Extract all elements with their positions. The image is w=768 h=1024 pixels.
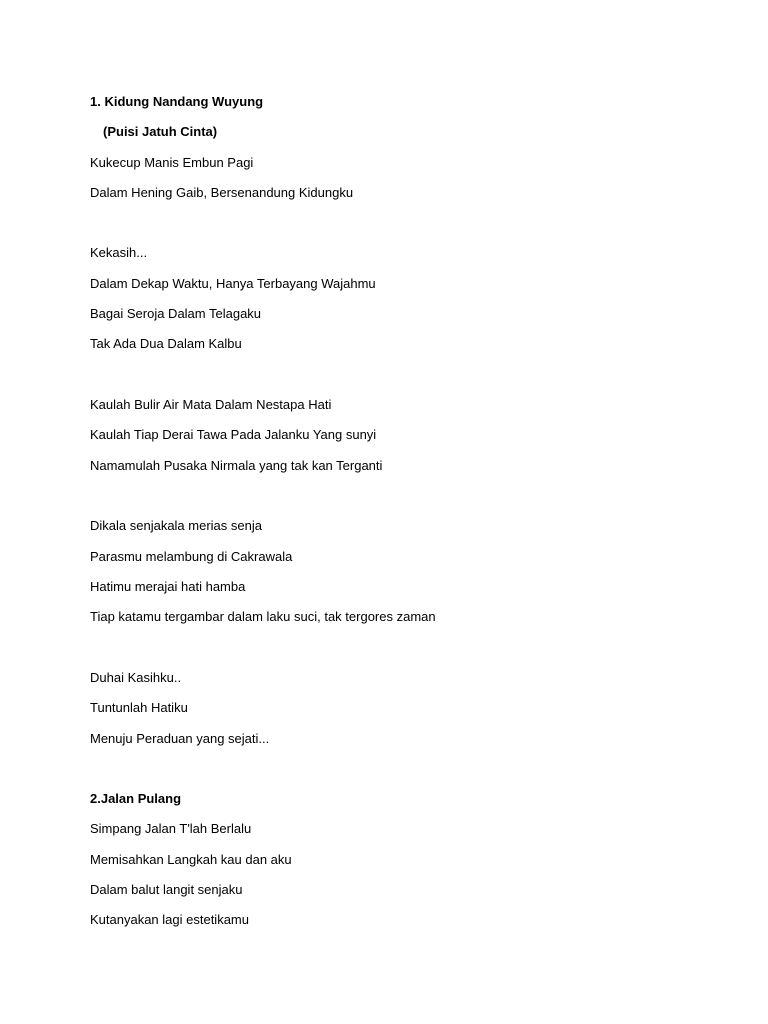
poem-line: Kaulah Tiap Derai Tawa Pada Jalanku Yang sunyi bbox=[90, 427, 377, 442]
poem-line: Menuju Peraduan yang sejati... bbox=[90, 731, 270, 746]
poem-line: Bagai Seroja Dalam Telagaku bbox=[90, 306, 262, 321]
poem-line: Parasmu melambung di Cakrawala bbox=[90, 549, 293, 564]
poem-line: Simpang Jalan T'lah Berlalu bbox=[90, 821, 252, 836]
poem-line: Memisahkan Langkah kau dan aku bbox=[90, 852, 292, 867]
poem-line: Tiap katamu tergambar dalam laku suci, tak tergores zaman bbox=[90, 609, 436, 624]
poem-1-subtitle: (Puisi Jatuh Cinta) bbox=[103, 124, 218, 139]
poem-line: Kaulah Bulir Air Mata Dalam Nestapa Hati bbox=[90, 397, 332, 412]
poem-line: Tak Ada Dua Dalam Kalbu bbox=[90, 336, 242, 351]
poem-line: Kukecup Manis Embun Pagi bbox=[90, 155, 254, 170]
poem-line: Kekasih... bbox=[90, 245, 148, 260]
poem-line: Kutanyakan lagi estetikamu bbox=[90, 912, 249, 927]
poem-line: Duhai Kasihku.. bbox=[90, 670, 182, 685]
poem-line: Hatimu merajai hati hamba bbox=[90, 579, 246, 594]
poem-line: Namamulah Pusaka Nirmala yang tak kan Terganti bbox=[90, 458, 383, 473]
poem-line: Dalam Dekap Waktu, Hanya Terbayang Wajahmu bbox=[90, 276, 376, 291]
poem-line: Dalam balut langit senjaku bbox=[90, 882, 243, 897]
poem-line: Tuntunlah Hatiku bbox=[90, 700, 188, 715]
poem-1-title: 1. Kidung Nandang Wuyung bbox=[90, 94, 264, 109]
poem-line: Dalam Hening Gaib, Bersenandung Kidungku bbox=[90, 185, 354, 200]
poem-2-title: 2.Jalan Pulang bbox=[90, 791, 182, 806]
poem-line: Dikala senjakala merias senja bbox=[90, 518, 262, 533]
